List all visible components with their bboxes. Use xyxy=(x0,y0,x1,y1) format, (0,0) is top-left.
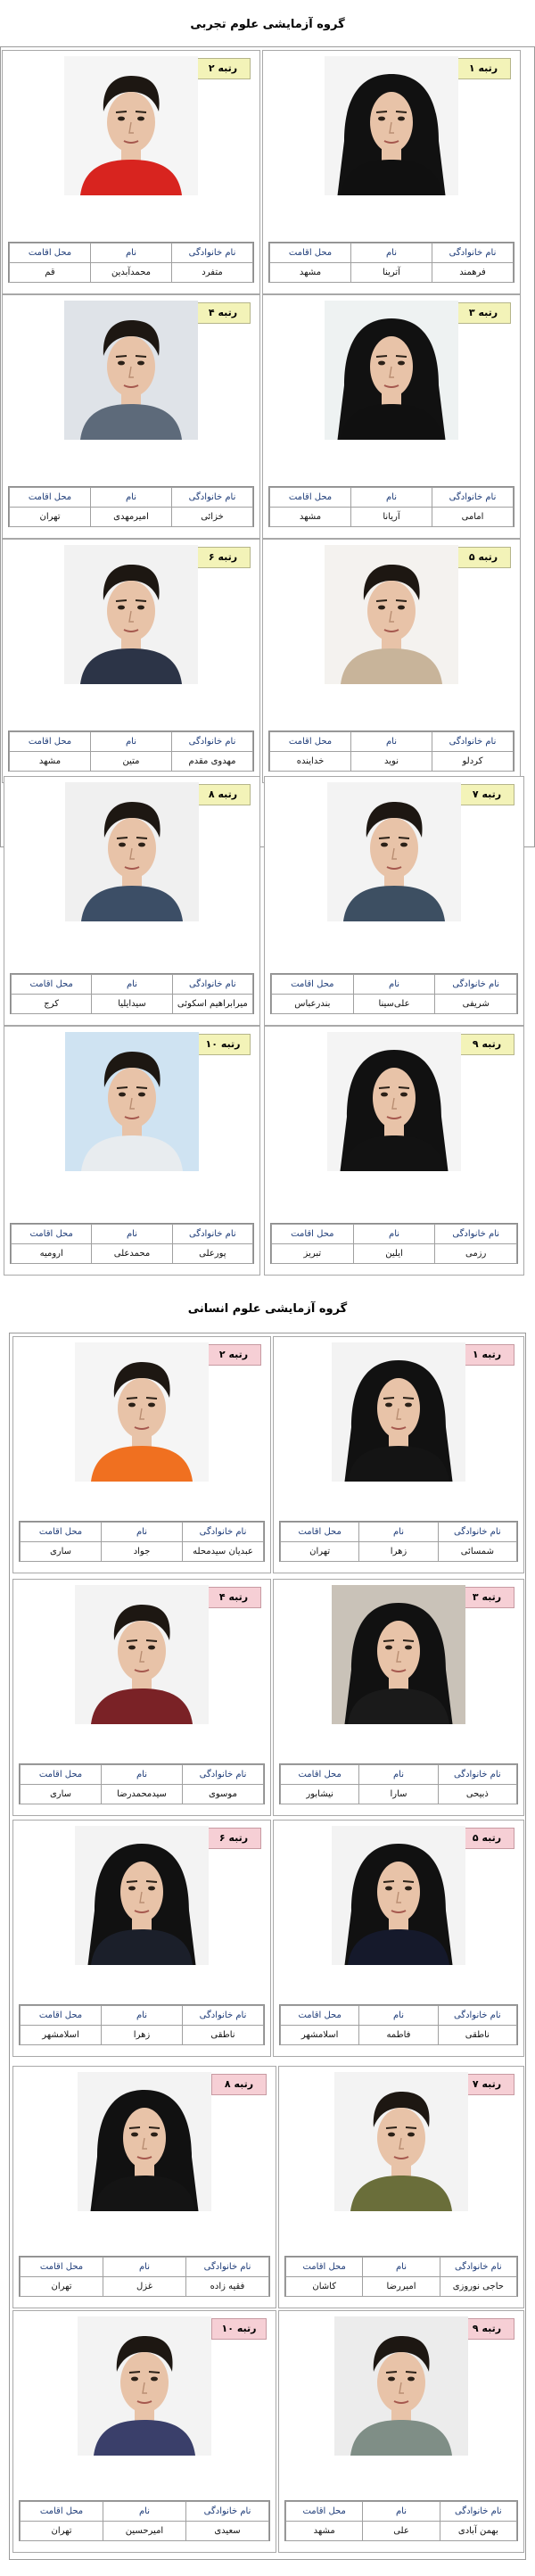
person-card xyxy=(278,2066,524,2308)
rank-badge: رتبه ۲ xyxy=(206,1344,261,1366)
portrait-photo xyxy=(332,1826,465,1965)
person-card xyxy=(12,2310,276,2553)
name-value: غزل xyxy=(103,2277,186,2297)
info-table xyxy=(268,486,514,527)
info-table xyxy=(279,2004,518,2045)
person-card xyxy=(12,1336,271,1573)
header-name: نام xyxy=(103,2502,186,2522)
name-value: زهرا xyxy=(102,2026,183,2045)
header-city: محل اقامت xyxy=(12,975,92,995)
name-value: آترینا xyxy=(351,263,432,283)
portrait-photo xyxy=(75,1342,209,1482)
rank-badge: رتبه ۹ xyxy=(459,1034,514,1055)
person-card xyxy=(12,1579,271,1816)
header-family: نام خانوادگی xyxy=(432,244,514,263)
photo xyxy=(75,1585,209,1724)
header-name: نام xyxy=(363,2502,440,2522)
info-table xyxy=(270,973,518,1014)
name-value: امیررضا xyxy=(363,2277,440,2297)
header-city: محل اقامت xyxy=(12,1225,92,1244)
header-name: نام xyxy=(92,1225,172,1244)
header-name: نام xyxy=(353,975,435,995)
family-value: فقیه زاده xyxy=(186,2277,269,2297)
city-value: مشهد xyxy=(270,508,351,527)
family-value: پورعلی xyxy=(172,1244,252,1264)
person-card xyxy=(262,539,521,783)
name-value: امیرمهدی xyxy=(91,508,172,527)
header-city: محل اقامت xyxy=(21,2006,102,2026)
rank-badge: رتبه ۵ xyxy=(459,1828,514,1849)
name-value: سیدمحمدرضا xyxy=(102,1785,183,1804)
header-family: نام خانوادگی xyxy=(438,2006,516,2026)
photo xyxy=(78,2316,211,2456)
header-family: نام خانوادگی xyxy=(183,1765,264,1785)
header-family: نام خانوادگی xyxy=(186,2258,269,2277)
name-value: آریانا xyxy=(351,508,432,527)
header-name: نام xyxy=(91,488,172,508)
header-family: نام خانوادگی xyxy=(186,2502,269,2522)
city-value: تهران xyxy=(21,2277,103,2297)
rank-badge: رتبه ۱۰ xyxy=(211,2318,267,2340)
city-value: بندرعباس xyxy=(272,995,354,1014)
header-family: نام خانوادگی xyxy=(435,975,517,995)
portrait-photo xyxy=(334,2072,468,2211)
rank-badge: رتبه ۶ xyxy=(206,1828,261,1849)
header-family: نام خانوادگی xyxy=(432,488,514,508)
name-value: سارا xyxy=(359,1785,438,1804)
family-value: امامی xyxy=(432,508,514,527)
info-table xyxy=(19,2500,270,2541)
family-value: سعیدی xyxy=(186,2522,269,2541)
photo xyxy=(325,56,458,195)
header-family: نام خانوادگی xyxy=(172,488,253,508)
header-city: محل اقامت xyxy=(272,975,354,995)
person-card xyxy=(264,1026,524,1276)
name-value: علی xyxy=(363,2522,440,2541)
header-name: نام xyxy=(359,1765,438,1785)
city-value: کرج xyxy=(12,995,92,1014)
portrait-photo xyxy=(327,782,461,921)
photo xyxy=(332,1826,465,1965)
rank-badge: رتبه ۳ xyxy=(456,302,511,324)
person-card xyxy=(12,2066,276,2308)
city-value: ساری xyxy=(21,1785,102,1804)
family-value: شریفی xyxy=(435,995,517,1014)
name-value: متین xyxy=(91,752,172,772)
portrait-photo xyxy=(332,1342,465,1482)
name-value: محمدعلی xyxy=(92,1244,172,1264)
name-value: سیدایلیا xyxy=(92,995,172,1014)
photo xyxy=(334,2072,468,2211)
info-table xyxy=(8,731,254,772)
photo xyxy=(75,1826,209,1965)
family-value: بهمن آبادی xyxy=(440,2522,516,2541)
header-name: نام xyxy=(359,1523,438,1542)
info-table xyxy=(19,1521,265,1562)
person-card xyxy=(2,294,260,539)
person-card xyxy=(4,1026,260,1276)
name-value: ایلین xyxy=(353,1244,435,1264)
header-city: محل اقامت xyxy=(21,1523,102,1542)
header-city: محل اقامت xyxy=(281,2006,359,2026)
city-value: تبریز xyxy=(272,1244,354,1264)
portrait-photo xyxy=(332,1585,465,1724)
portrait-photo xyxy=(65,1032,199,1171)
header-city: محل اقامت xyxy=(21,2258,103,2277)
header-city: محل اقامت xyxy=(270,732,351,752)
info-table xyxy=(10,1223,254,1264)
info-table xyxy=(10,973,254,1014)
name-value: جواد xyxy=(102,1542,183,1562)
portrait-photo xyxy=(78,2072,211,2211)
header-city: محل اقامت xyxy=(21,2502,103,2522)
person-card xyxy=(2,539,260,783)
city-value: مشهد xyxy=(10,752,91,772)
photo xyxy=(327,1032,461,1171)
rank-badge: رتبه ۸ xyxy=(211,2074,267,2095)
header-name: نام xyxy=(351,732,432,752)
family-value: کردلو xyxy=(432,752,514,772)
rank-badge: رتبه ۷ xyxy=(459,784,514,805)
info-table xyxy=(268,731,514,772)
info-table xyxy=(279,1763,518,1804)
family-value: ناطقی xyxy=(183,2026,264,2045)
city-value: تهران xyxy=(10,508,91,527)
name-value: محمدآبدین xyxy=(91,263,172,283)
rank-badge: رتبه ۳ xyxy=(459,1587,514,1608)
photo xyxy=(64,301,198,440)
person-card xyxy=(273,1579,524,1816)
info-table xyxy=(8,486,254,527)
photo xyxy=(64,56,198,195)
city-value: اسلامشهر xyxy=(21,2026,102,2045)
family-value: فرهمند xyxy=(432,263,514,283)
photo xyxy=(325,545,458,684)
person-card xyxy=(4,776,260,1026)
photo xyxy=(325,301,458,440)
name-value: زهرا xyxy=(359,1542,438,1562)
portrait-photo xyxy=(64,301,198,440)
header-name: نام xyxy=(102,1523,183,1542)
info-table xyxy=(19,1763,265,1804)
header-family: نام خانوادگی xyxy=(172,1225,252,1244)
section-title-humanities: گروه آزمایشی علوم انسانی xyxy=(187,1302,348,1316)
person-card xyxy=(12,1820,271,2057)
family-value: رزمی xyxy=(435,1244,517,1264)
rank-badge: رتبه ۹ xyxy=(459,2318,514,2340)
person-card xyxy=(264,776,524,1026)
rank-badge: رتبه ۱ xyxy=(456,58,511,79)
family-value: میرابراهیم اسکوئی xyxy=(172,995,252,1014)
info-table xyxy=(268,242,514,283)
name-value: نوید xyxy=(351,752,432,772)
family-value: متفرد xyxy=(172,263,253,283)
header-name: نام xyxy=(359,2006,438,2026)
photo xyxy=(65,782,199,921)
rank-badge: رتبه ۵ xyxy=(456,547,511,568)
family-value: حاجی نوروزی xyxy=(440,2277,516,2297)
header-family: نام خانوادگی xyxy=(172,975,252,995)
photo xyxy=(65,1032,199,1171)
city-value: قم xyxy=(10,263,91,283)
rank-badge: رتبه ۱ xyxy=(459,1344,514,1366)
person-card xyxy=(262,50,521,294)
rank-badge: رتبه ۶ xyxy=(195,547,251,568)
header-family: نام خانوادگی xyxy=(172,732,253,752)
city-value: تهران xyxy=(281,1542,359,1562)
family-value: ناطقی xyxy=(438,2026,516,2045)
header-family: نام خانوادگی xyxy=(183,1523,264,1542)
portrait-photo xyxy=(75,1585,209,1724)
portrait-photo xyxy=(64,56,198,195)
name-value: امیرحسین xyxy=(103,2522,186,2541)
city-value: مشهد xyxy=(286,2522,363,2541)
header-name: نام xyxy=(353,1225,435,1244)
header-family: نام خانوادگی xyxy=(438,1765,516,1785)
header-name: نام xyxy=(91,244,172,263)
person-card xyxy=(262,294,521,539)
photo xyxy=(75,1342,209,1482)
family-value: عبدیان سیدمحله xyxy=(183,1542,264,1562)
header-name: نام xyxy=(103,2258,186,2277)
info-table xyxy=(284,2256,518,2297)
name-value: علی‌سینا xyxy=(353,995,435,1014)
header-name: نام xyxy=(91,732,172,752)
person-card xyxy=(273,1820,524,2057)
family-value: موسوی xyxy=(183,1785,264,1804)
rank-badge: رتبه ۲ xyxy=(195,58,251,79)
person-card xyxy=(278,2310,524,2553)
header-name: نام xyxy=(102,2006,183,2026)
header-name: نام xyxy=(363,2258,440,2277)
header-city: محل اقامت xyxy=(21,1765,102,1785)
header-family: نام خانوادگی xyxy=(172,244,253,263)
photo xyxy=(327,782,461,921)
header-city: محل اقامت xyxy=(10,732,91,752)
info-table xyxy=(279,1521,518,1562)
portrait-photo xyxy=(334,2316,468,2456)
person-card xyxy=(273,1336,524,1573)
rank-badge: رتبه ۴ xyxy=(195,302,251,324)
city-value: ساری xyxy=(21,1542,102,1562)
city-value: کاشان xyxy=(286,2277,363,2297)
header-name: نام xyxy=(92,975,172,995)
city-value: خداینده xyxy=(270,752,351,772)
header-city: محل اقامت xyxy=(270,244,351,263)
header-name: نام xyxy=(351,244,432,263)
city-value: اسلامشهر xyxy=(281,2026,359,2045)
header-city: محل اقامت xyxy=(281,1765,359,1785)
rank-badge: رتبه ۸ xyxy=(195,784,251,805)
info-table xyxy=(284,2500,518,2541)
info-table xyxy=(270,1223,518,1264)
city-value: ارومیه xyxy=(12,1244,92,1264)
rank-badge: رتبه ۱۰ xyxy=(195,1034,251,1055)
header-family: نام خانوادگی xyxy=(432,732,514,752)
info-table xyxy=(19,2004,265,2045)
rank-badge: رتبه ۷ xyxy=(459,2074,514,2095)
section-title-experimental: گروه آزمایشی علوم تجربی xyxy=(190,18,345,31)
header-city: محل اقامت xyxy=(10,244,91,263)
header-city: محل اقامت xyxy=(286,2258,363,2277)
portrait-photo xyxy=(75,1826,209,1965)
info-table xyxy=(19,2256,270,2297)
header-family: نام خانوادگی xyxy=(435,1225,517,1244)
header-city: محل اقامت xyxy=(10,488,91,508)
portrait-photo xyxy=(327,1032,461,1171)
family-value: شمسائی xyxy=(438,1542,516,1562)
header-name: نام xyxy=(102,1765,183,1785)
header-name: نام xyxy=(351,488,432,508)
photo xyxy=(78,2072,211,2211)
family-value: مهدوی مقدم xyxy=(172,752,253,772)
header-city: محل اقامت xyxy=(272,1225,354,1244)
person-card xyxy=(2,50,260,294)
header-city: محل اقامت xyxy=(286,2502,363,2522)
header-city: محل اقامت xyxy=(281,1523,359,1542)
portrait-photo xyxy=(325,301,458,440)
photo xyxy=(332,1585,465,1724)
photo xyxy=(332,1342,465,1482)
portrait-photo xyxy=(78,2316,211,2456)
name-value: فاطمه xyxy=(359,2026,438,2045)
family-value: خزائی xyxy=(172,508,253,527)
header-city: محل اقامت xyxy=(270,488,351,508)
family-value: ذبیحی xyxy=(438,1785,516,1804)
photo xyxy=(64,545,198,684)
header-family: نام خانوادگی xyxy=(438,1523,516,1542)
header-family: نام خانوادگی xyxy=(183,2006,264,2026)
photo xyxy=(334,2316,468,2456)
portrait-photo xyxy=(325,545,458,684)
city-value: مشهد xyxy=(270,263,351,283)
rank-badge: رتبه ۴ xyxy=(206,1587,261,1608)
info-table xyxy=(8,242,254,283)
portrait-photo xyxy=(64,545,198,684)
portrait-photo xyxy=(325,56,458,195)
city-value: تهران xyxy=(21,2522,103,2541)
header-family: نام خانوادگی xyxy=(440,2502,516,2522)
city-value: نیشابور xyxy=(281,1785,359,1804)
portrait-photo xyxy=(65,782,199,921)
header-family: نام خانوادگی xyxy=(440,2258,516,2277)
